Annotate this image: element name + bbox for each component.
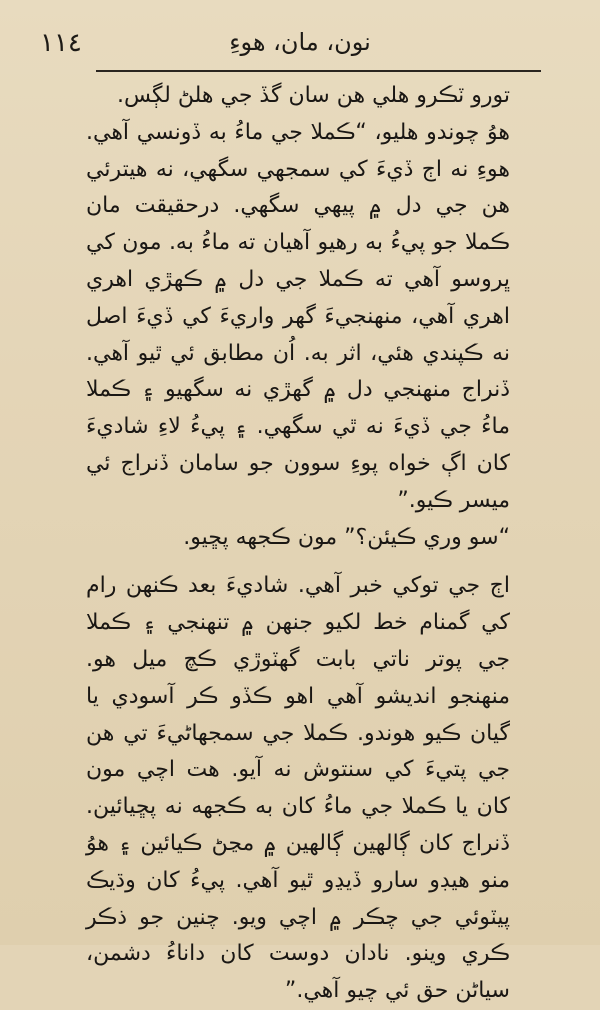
- body-text: [86, 78, 554, 1010]
- page-number: ١١٤: [40, 28, 82, 58]
- paragraph-gap: [86, 556, 554, 568]
- page-header: [0, 22, 600, 62]
- paragraph-3: “سو وري ڪيئن؟” مون ڪجهه پڇيو.: [183, 524, 510, 550]
- running-title: نون، مان، هوءِ: [229, 28, 371, 56]
- paragraph-2: هوُ چوندو هليو، “ڪملا جي ماءُ به ڏونسي آهي. هوءِ نه اڄ ڏيءَ کي سمجهي سگهي، نه هيترئي هن جي دل ۾ پيهي سگهي. درحقيقت مان ڪملا جو پيءُ به رهيو آهيان ته ماءُ به. مون کي ڀروسو آهي ته ڪملا جي دل ۾ ڪهڙي اهري اهري آهي، منهنجيءَ گهر واريءَ کي ڏيءَ اصل نه ڪپندي هئي، اثر به. اُن مطابق ئي ٿيو آهي. ڏنراج منهنجي دل ۾ گهڙي نه سگهيو ۽ ڪملا ماءُ جي ڏيءَ نه ٿي سگهي. ۽ پيءُ لاءِ شاديءَ کان اڳ خواه پوءِ سوون جو سامان ڏنراج ئي ميسر ڪيو.”: [86, 119, 510, 513]
- header-rule: [96, 70, 541, 72]
- paragraph-1: تورو ٽڪرو هلي هن سان گڏ جي هلڻ لڳس.: [116, 83, 510, 108]
- paragraph-4: اڄ جي توکي خبر آهي. شاديءَ بعد ڪنهن رام کي گمنام خط لکيو جنهن ۾ تنهنجي ۽ ڪملا جي پوتر ناتي بابت گهٽوڙي ڪچ ميل هو. منهنجو انديشو آهي اهو ڪڏو ڪر آسودي يا گيان ڪيو هوندو. ڪملا جي سمجهاڻيءَ تي هن جي پتيءَ کي سنتوش نه آيو. هت اچي مون کان يا ڪملا جي ماءُ کان به ڪجهه نه پڇيائين. ڏنراج کان ڳالهين ڳالهين ۾ مڃڻ ڪيائين ۽ هوُ منو هيڊو سارو ڏيڍو ٿيو آهي. پيءُ کان وڌيڪ پيٽوئي جي چڪر ۾ اچي ويو. چنين جو ذڪر ڪري وينو. نادان دوست کان داناءُ دشمن، سياڻن حق ئي چيو آهي.”: [86, 573, 510, 1004]
